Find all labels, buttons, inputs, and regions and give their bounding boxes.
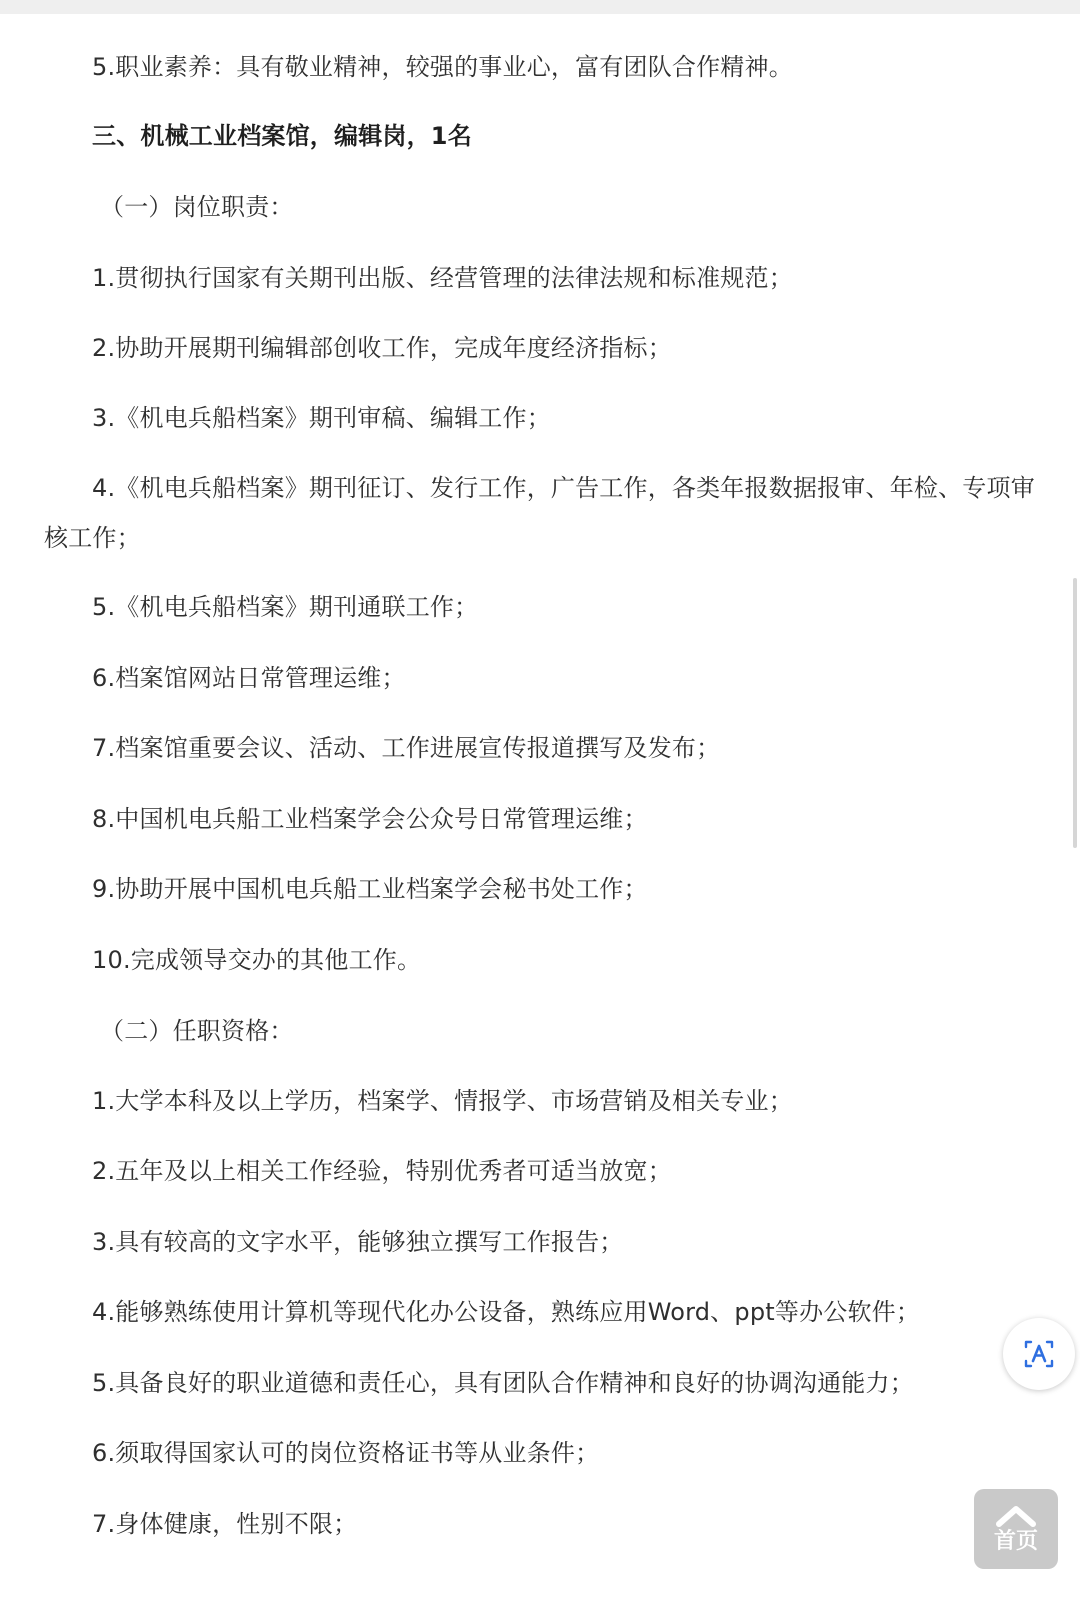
text-line: 7.身体健康，性别不限； xyxy=(92,1510,358,1538)
chevron-up-icon xyxy=(993,1504,1039,1528)
translate-icon xyxy=(1022,1337,1056,1371)
text-line: 5.职业素养：具有敬业精神，较强的事业心，富有团队合作精神。 xyxy=(92,53,793,81)
text-line: 3.具有较高的文字水平，能够独立撰写工作报告； xyxy=(92,1228,624,1256)
text-line: 4.能够熟练使用计算机等现代化办公设备，熟练应用Word、ppt等办公软件； xyxy=(92,1298,921,1326)
text-line: 5.具备良好的职业道德和责任心，具有团队合作精神和良好的协调沟通能力； xyxy=(92,1369,914,1397)
text-line: 10.完成领导交办的其他工作。 xyxy=(92,946,422,974)
text-line: 7.档案馆重要会议、活动、工作进展宣传报道撰写及发布； xyxy=(92,734,721,762)
text-line: 2.协助开展期刊编辑部创收工作，完成年度经济指标； xyxy=(92,334,672,362)
text-line: 6.档案馆网站日常管理运维； xyxy=(92,664,406,692)
translate-button[interactable] xyxy=(1003,1318,1075,1390)
subsection-heading: （二）任职资格： xyxy=(100,1017,294,1045)
text-line: 3.《机电兵船档案》期刊审稿、编辑工作； xyxy=(92,404,551,432)
text-line: 5.《机电兵船档案》期刊通联工作； xyxy=(92,593,479,621)
text-line: 8.中国机电兵船工业档案学会公众号日常管理运维； xyxy=(92,805,648,833)
text-paragraph: 4.《机电兵船档案》期刊征订、发行工作，广告工作，各类年报数据报审、年检、专项审核工作； xyxy=(44,474,1035,552)
section-heading: 三、机械工业档案馆，编辑岗，1名 xyxy=(92,122,472,150)
scrollbar[interactable] xyxy=(1073,578,1077,848)
home-button[interactable] xyxy=(974,1489,1058,1569)
subsection-heading: （一）岗位职责： xyxy=(100,193,294,221)
text-line: 1.贯彻执行国家有关期刊出版、经营管理的法律法规和标准规范； xyxy=(92,264,793,292)
text-line: 1.大学本科及以上学历，档案学、情报学、市场营销及相关专业； xyxy=(92,1087,793,1115)
text-line: 9.协助开展中国机电兵船工业档案学会秘书处工作； xyxy=(92,875,648,903)
text-line: 6.须取得国家认可的岗位资格证书等从业条件； xyxy=(92,1439,600,1467)
text-line: 2.五年及以上相关工作经验，特别优秀者可适当放宽； xyxy=(92,1157,672,1185)
home-label: 首页 xyxy=(993,1529,1038,1554)
